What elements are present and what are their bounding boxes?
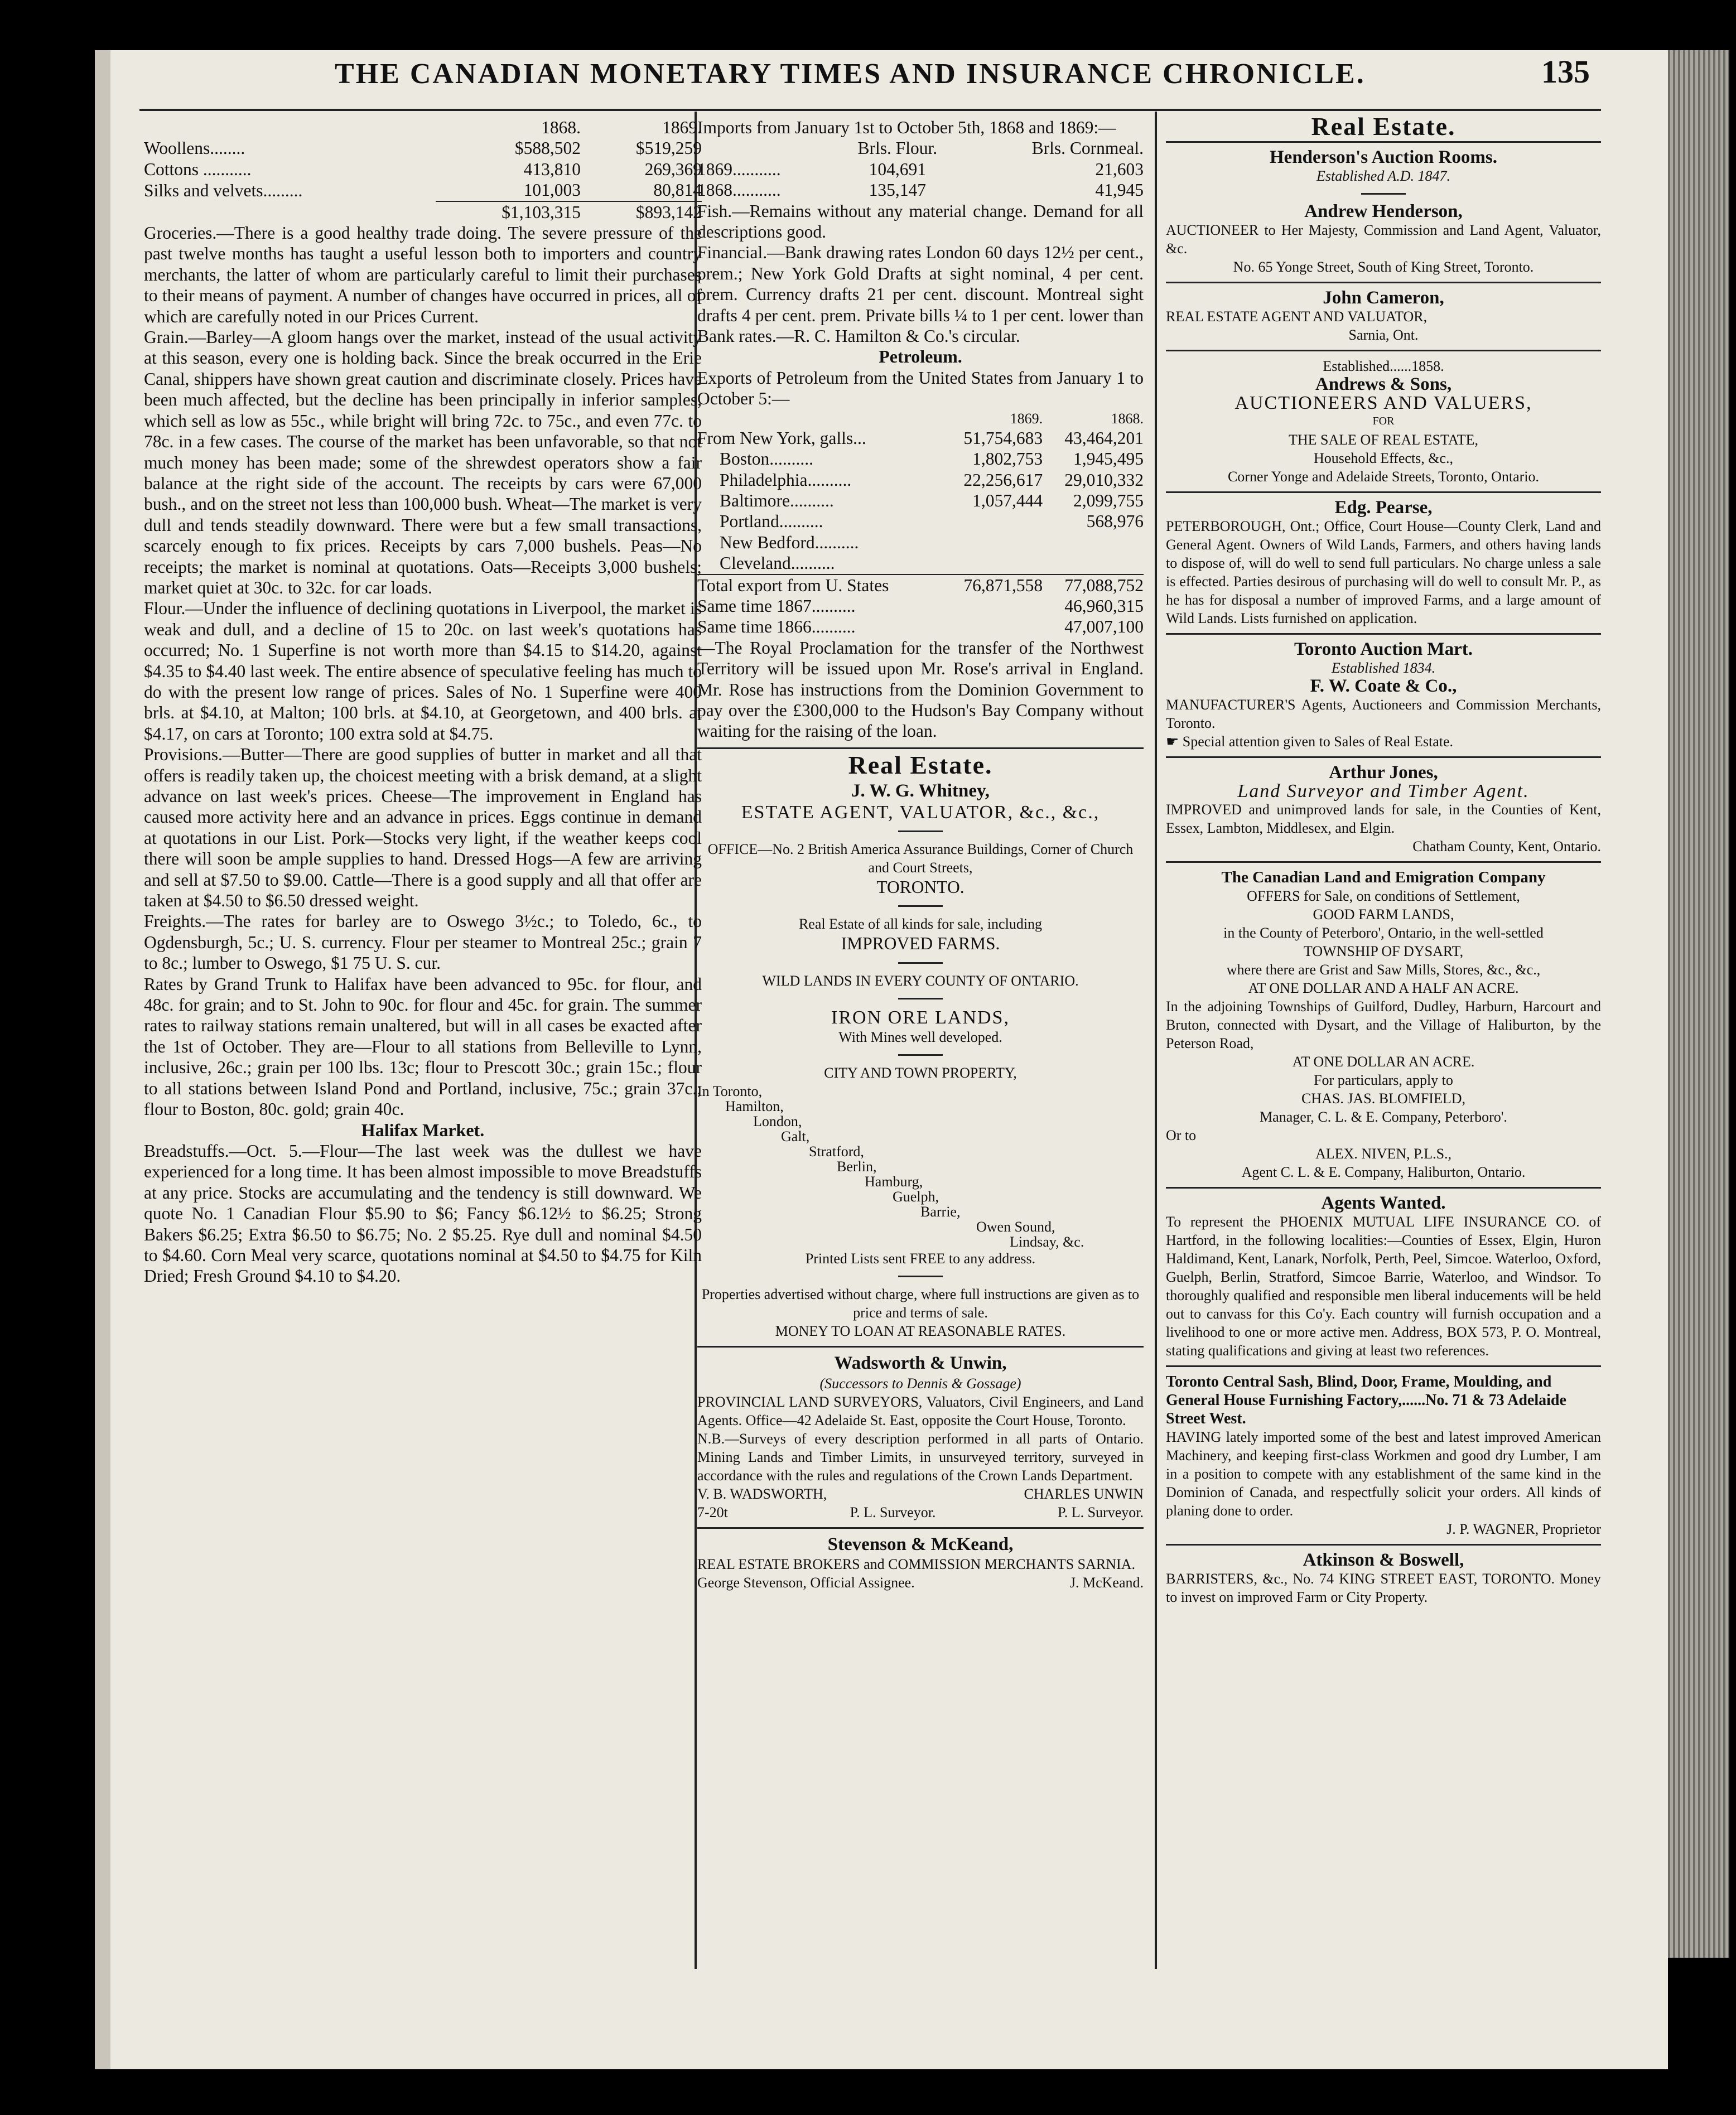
cell: 1,945,495 — [1073, 449, 1144, 469]
advert-city: TORONTO. — [876, 877, 965, 897]
advert-name: J. W. G. Whitney, — [851, 781, 990, 801]
henderson-advert — [1166, 148, 1601, 276]
advert-body: AUCTIONEER to Her Majesty, Commission and Land Agent, Valuator, &c. — [1166, 222, 1601, 257]
advert-title: Land Surveyor and Timber Agent. — [1237, 781, 1530, 801]
column-imports-and-ads — [697, 117, 1144, 1592]
rates-paragraph: Rates by Grand Trunk to Halifax have been advanced to 95c. for flour, and 48c. for grain; and to St. John to 90c. for flour and 45c. for grain. The summer rates to railway stations remain unaltered, but will in all cases be exacted after the 1st of October. They are—Flour to all stations from Belleville to Lynn, inclusive, 26c.; grain per 100 lbs. 13c; flour to Prescott 30c.; grain 15c.; flour to all stations between Island Pond and Portland, inclusive, 75c.; grain 37c.; flour to Boston, 80c. gold; grain 40c. — [144, 974, 702, 1119]
row-label: Philadelphia.......... — [720, 470, 852, 490]
advert-line: Household Effects, &c., — [1313, 450, 1454, 466]
agents-wanted-advert — [1166, 1194, 1601, 1360]
financial-paragraph: Financial.—Bank drawing rates London 60 days 12½ per cent., prem.; New York Gold Drafts at sight nominal, 4 per cent. prem. Currency drafts 21 per cent. discount. Montreal sight drafts 4 per cent. prem. Private bills ¼ to 1 per cent. lower than Bank rates.—R. C. Hamilton & Co.'s circular. — [697, 243, 1144, 346]
advert-name: John Cameron, — [1323, 288, 1444, 308]
cell: 47,007,100 — [1064, 617, 1144, 637]
advert-title: AUCTIONEERS AND VALUERS, — [1235, 393, 1532, 413]
cell — [1043, 553, 1144, 574]
table-row — [697, 616, 1144, 637]
column-header: Brls. Flour. — [857, 138, 938, 158]
advert-line: where there are Grist and Saw Mills, Stores, &c., &c., — [1226, 962, 1541, 978]
advert-body: IMPROVED and unimproved lands for sale, in the Counties of Kent, Essex, Lambton, Middlesex, and Elgin. — [1166, 801, 1601, 836]
signature: J. McKeand. — [1069, 1575, 1144, 1591]
real-estate-heading: Real Estate. — [848, 750, 993, 779]
whitney-advert — [697, 781, 1144, 1340]
table-row — [144, 138, 702, 158]
advert-body: BARRISTERS, &c., No. 74 KING STREET EAST, TORONTO. Money to invest on improved Farm or City Property. — [1166, 1571, 1601, 1605]
petroleum-heading: Petroleum. — [879, 346, 962, 367]
advert-name: Henderson's Auction Rooms. — [1270, 147, 1497, 167]
advert-line: FOR — [1372, 415, 1395, 427]
row-label: Cleveland.......... — [720, 553, 835, 573]
total-cell: $1,103,315 — [436, 201, 581, 223]
advert-name: Andrews & Sons, — [1315, 374, 1452, 394]
advert-address: No. 65 Yonge Street, South of King Street, Toronto. — [1233, 259, 1534, 275]
row-label: Cottons ........... — [144, 159, 252, 179]
freights-paragraph: Freights.—The rates for barley are to Oswego 3½c.; to Toledo, 6c., to Ogdensburgh, 5c.; U. S. currency. Flour per steamer to Montreal 25c.; grain 7 to 8c.; lumber to Oswego, $1 75 U. S. cur. — [144, 911, 702, 973]
table-total-row — [697, 574, 1144, 596]
cell — [942, 616, 1043, 637]
cell: 2,099,755 — [1073, 490, 1144, 510]
advert-title: ESTATE AGENT, VALUATOR, &c., &c., — [741, 801, 1100, 823]
row-label: Total export from U. States — [697, 574, 942, 596]
advert-line: in the County of Peterboro', Ontario, in the well-settled — [1223, 925, 1544, 941]
list-item: London, — [753, 1113, 802, 1130]
stevenson-advert — [697, 1534, 1144, 1592]
advert-line: IMPROVED FARMS. — [841, 934, 1000, 954]
city-list — [697, 1082, 1144, 1249]
advert-line: AT ONE DOLLAR AN ACRE. — [1292, 1054, 1475, 1070]
advert-name: Atkinson & Boswell, — [1303, 1550, 1464, 1570]
cell — [942, 553, 1043, 574]
proclamation-paragraph: —The Royal Proclamation for the transfer of the Northwest Territory will be issued upon Mr. Rose's arrival in England. Mr. Rose has instructions from the Dominion Government to pay over the £300,000 to the Hudson's Bay Company without waiting for the raising of the loan. — [697, 638, 1144, 741]
cell: 21,603 — [1095, 159, 1144, 179]
advert-line: THE SALE OF REAL ESTATE, — [1289, 432, 1478, 448]
advert-line: In the adjoining Townships of Guilford, Dudley, Harburn, Harcourt and Bruton, connected with Dysart, and the Village of Haliburton, by the Peterson Road, — [1166, 998, 1601, 1051]
table-row — [697, 553, 1144, 574]
halifax-paragraph: Breadstuffs.—Oct. 5.—Flour—The last week was the dullest we have experienced for a long time. It has been almost impossible to move Breadstuffs at any price. Stocks are accumulating and the tendency is still downward. We quote No. 1 Canadian Flour $5.90 to $6; Fancy $6.12½ to $6.25; Strong Bakers $6.25; Extra $6.50 to $6.75; No. 2 $5.25. Rye dull and nominal $4.50 to $4.60. Corn Meal very scarce, quotations nominal at $4.50 to $4.75 for Kiln Dried; Fresh Ground $4.10 to $4.20. — [144, 1141, 702, 1286]
dry-goods-table — [144, 117, 702, 223]
advert-name: The Canadian Land and Emigration Company — [1221, 868, 1546, 886]
signature-role: P. L. Surveyor. — [850, 1504, 936, 1520]
advert-address: Corner Yonge and Adelaide Streets, Toronto, Ontario. — [1227, 469, 1540, 485]
row-label: 1868........... — [697, 180, 781, 200]
imports-table — [697, 138, 1144, 200]
cell — [942, 511, 1043, 532]
atkinson-advert — [1166, 1551, 1601, 1606]
list-item: Galt, — [781, 1128, 810, 1145]
cell: 80,814 — [653, 180, 702, 200]
advert-name: Agents Wanted. — [1321, 1193, 1446, 1213]
sash-factory-advert — [1166, 1373, 1601, 1538]
imports-intro: Imports from January 1st to October 5th, 1868 and 1869:— — [697, 118, 1116, 137]
pearse-advert — [1166, 499, 1601, 627]
advert-note: ☛ Special attention given to Sales of Real Estate. — [1166, 733, 1454, 750]
advert-line: WILD LANDS IN EVERY COUNTY OF ONTARIO. — [762, 972, 1079, 989]
cell: 269,369 — [644, 159, 702, 179]
land-company-advert — [1166, 868, 1601, 1181]
cell — [942, 596, 1043, 616]
page-header — [335, 53, 1590, 103]
signature: V. B. WADSWORTH, — [697, 1485, 827, 1502]
advert-line: TOWNSHIP OF DYSART, — [1303, 943, 1464, 959]
cell — [1043, 532, 1144, 553]
header-rule — [139, 109, 1601, 111]
cell: 101,003 — [523, 180, 581, 200]
signature: J. P. WAGNER, Proprietor — [1446, 1521, 1601, 1537]
advert-code: 7-20t — [697, 1504, 728, 1520]
signature-role: P. L. Surveyor. — [1058, 1504, 1144, 1520]
advert-name: Wadsworth & Unwin, — [834, 1353, 1007, 1374]
table-row — [697, 511, 1144, 532]
advert-address: Chatham County, Kent, Ontario. — [1412, 838, 1601, 854]
jones-advert — [1166, 764, 1601, 856]
table-total-row — [144, 201, 702, 223]
list-item: Hamburg, — [865, 1174, 923, 1190]
advert-office: OFFICE—No. 2 British America Assurance Buildings, Corner of Church and Court Streets, — [707, 841, 1134, 876]
table-row — [697, 180, 1144, 200]
year-header: 1869. — [662, 118, 702, 137]
advert-body: REAL ESTATE AGENT AND VALUATOR, — [1166, 308, 1428, 325]
row-label: From New York, galls... — [697, 428, 866, 448]
advert-line: Printed Lists sent FREE to any address. — [805, 1250, 1036, 1267]
advert-name: F. W. Coate & Co., — [1310, 676, 1457, 696]
cell: $519,259 — [635, 138, 702, 158]
advert-name: Andrew Henderson, — [1304, 201, 1463, 221]
agent-name: CHAS. JAS. BLOMFIELD, — [1301, 1090, 1465, 1107]
advert-body: HAVING lately imported some of the best and latest improved American Machinery, and keeping first-class Workmen and good dry Lumber, I am in a position to compete with any establishment of the same kind in the Dominion of Canada, and respectfully solicit your orders. All kinds of planing done to order. — [1166, 1429, 1601, 1519]
advert-line: Established......1858. — [1323, 358, 1444, 374]
grain-paragraph: Grain.—Barley—A gloom hangs over the market, instead of the usual activity at this season, every one is holding back. Since the break occurred in the Erie Canal, shippers have shown great caution and discriminate closely. Prices have been much affected, but the decline has been principally in inferior samples, which sell as low as 55c., while bright will bring 72c. to 75c., and even 77c. to 78c. in a few cases. The course of the market has been unfavorable, so that not much money has been made; some of the shrewdest operators show a fair balance at the right side of the account. The receipts by cars were 67,000 bush., and on the street not less than 100,000 bush. Wheat—The market is very dull and tends steadily downward. There were but a few small transactions, scarcely enough to fix prices. Receipts by cars 7,000 bushels. Peas—No receipts; the market is nominal at quotations. Oats—Receipts 3,000 bushels; market quiet at 30c. to 32c. for car loads. — [144, 327, 702, 597]
table-row — [697, 159, 1144, 180]
row-label: Boston.......... — [720, 449, 814, 469]
row-label: Silks and velvets......... — [144, 180, 303, 200]
column-header: Brls. Cornmeal. — [1031, 138, 1144, 158]
list-item: Stratford, — [809, 1143, 864, 1160]
cell: 104,691 — [869, 159, 926, 179]
advert-line: Properties advertised without charge, where full instructions are given as to price and terms of sale. — [701, 1286, 1140, 1321]
advert-line: AT ONE DOLLAR AND A HALF AN ACRE. — [1248, 980, 1519, 996]
agent-role: Manager, C. L. & E. Company, Peterboro'. — [1260, 1109, 1507, 1125]
table-row — [697, 596, 1144, 616]
wadsworth-advert — [697, 1353, 1144, 1521]
column-market-report — [144, 117, 702, 1287]
auction-mart-advert — [1166, 640, 1601, 751]
fish-paragraph: Fish.—Remains without any material change. Demand for all descriptions good. — [697, 201, 1144, 242]
advert-body: To represent the PHOENIX MUTUAL LIFE INSURANCE CO. of Hartford, in the following localities:—Counties of Essex, Elgin, Huron Haldimand, Kent, Lanark, Norfolk, Perth, Peel, Simcoe. Waterloo, Oxford, Guelph, Berlin, Stratford, Simcoe Barrie, Waterloo, and Windsor. To thoroughly qualified and responsible men liberal inducements will be held out to canvass for this Co'y. Each country will furnish occupation and a livelihood to one or more active men. Address, BOX 573, P. O. Montreal, stating qualifications and giving at least two references. — [1166, 1214, 1601, 1359]
row-label: Portland.......... — [720, 511, 823, 532]
table-row — [697, 490, 1144, 511]
page-stack-edge — [1668, 50, 1729, 1958]
cell: 29,010,332 — [1064, 470, 1144, 490]
row-label: 1869........... — [697, 159, 781, 179]
advert-line: OFFERS for Sale, on conditions of Settlement, — [1247, 888, 1520, 904]
cell: 41,945 — [1095, 180, 1144, 200]
page-title: THE CANADIAN MONETARY TIMES AND INSURANCE CHRONICLE. — [335, 58, 1366, 90]
cell: 413,810 — [523, 159, 581, 179]
table-row — [697, 532, 1144, 553]
list-item: Barrie, — [920, 1204, 961, 1220]
row-label: Same time 1867.......... — [697, 596, 856, 616]
advert-line: CITY AND TOWN PROPERTY, — [824, 1065, 1017, 1081]
real-estate-heading: Real Estate. — [1311, 112, 1456, 141]
table-row — [697, 470, 1144, 490]
advert-name: Toronto Central Sash, Blind, Door, Frame, Moulding, and General House Furnishing Factory,......No. 71 & 73 Adelaide Street West. — [1166, 1373, 1566, 1427]
advert-name: Toronto Auction Mart. — [1294, 639, 1473, 659]
cameron-advert — [1166, 289, 1601, 344]
year-header: 1868. — [541, 118, 581, 137]
cell: 46,960,315 — [1064, 596, 1144, 616]
advert-line: Established A.D. 1847. — [1316, 168, 1451, 184]
page-binding-edge — [95, 50, 110, 2069]
cell: 51,754,683 — [963, 428, 1043, 448]
advert-line: For particulars, apply to — [1314, 1072, 1453, 1088]
total-cell: $893,142 — [581, 201, 702, 223]
cell: 568,976 — [1086, 511, 1144, 532]
advert-address: Sarnia, Ont. — [1348, 327, 1419, 343]
cell: 1,802,753 — [972, 449, 1043, 469]
cell: 1,057,444 — [972, 490, 1043, 510]
list-item: In Toronto, — [697, 1083, 763, 1100]
flour-paragraph: Flour.—Under the influence of declining quotations in Liverpool, the market is weak and dull, and a decline of 15 to 20c. on last week's quotations has occurred; No. 1 Superfine is not worth more than $4.15 to $14.20, against $4.35 to $4.40 last week. The entire absence of speculative feeling has much to do with the present low range of prices. Sales of No. 1 Superfine were 400 brls. at $4.10, at Malton; 100 brls. at $4.10, at Georgetown, and 400 brls. at $4.17, on cars at Toronto; 100 extra sold at $4.75. — [144, 598, 702, 743]
row-label: Woollens........ — [144, 138, 245, 158]
column-real-estate — [1166, 112, 1601, 1606]
advert-line: Or to — [1166, 1127, 1197, 1143]
agent-role: Agent C. L. & E. Company, Haliburton, Ontario. — [1241, 1164, 1526, 1180]
list-item: Lindsay, &c. — [1010, 1234, 1084, 1250]
cell: $588,502 — [514, 138, 581, 158]
cell: 76,871,558 — [942, 574, 1043, 596]
cell: 22,256,617 — [963, 470, 1043, 490]
page-number: 135 — [1541, 54, 1590, 90]
advert-name: Stevenson & McKeand, — [827, 1534, 1014, 1554]
advert-body: REAL ESTATE BROKERS and COMMISSION MERCHANTS SARNIA. — [697, 1556, 1135, 1573]
cell: 43,464,201 — [1064, 428, 1144, 448]
advert-line: MONEY TO LOAN AT REASONABLE RATES. — [775, 1323, 1066, 1340]
year-header: 1869. — [1010, 410, 1043, 427]
provisions-paragraph: Provisions.—Butter—There are good supplies of butter in market and all that offers is readily taken up, the choicest meeting with a brisk demand, at a slight advance on last week's prices. Cheese—The improvement in England has caused more activity here and an advance in prices. Eggs continue in demand at quotations in our List. Pork—Stocks very light, if the weather keeps cool there will soon be ample supplies to hand. Dressed Hogs—A few are arriving and sell at $7.50 to $9.00. Cattle—There is a good supply and all that offer are taken at $4.50 to $6.50 dressed weight. — [144, 745, 702, 911]
cell: 135,147 — [869, 180, 926, 200]
table-row — [697, 448, 1144, 469]
petroleum-table — [697, 409, 1144, 638]
andrews-advert — [1166, 357, 1601, 486]
advert-body: PETERBOROUGH, Ont.; Office, Court House—County Clerk, Land and General Agent. Owners of Wild Lands, Farmers, and others having lands to dispose of, will do well to send full particulars. No charge unless a sale is effected. Parties desirous of purchasing will do well to consult Mr. P., as he has for disposal a number of improved Farms, and a large amount of Wild Lands. Lists furnished on application. — [1166, 518, 1601, 626]
petroleum-intro: Exports of Petroleum from the United States from January 1 to October 5:— — [697, 368, 1144, 409]
table-row — [697, 428, 1144, 448]
groceries-paragraph: Groceries.—There is a good healthy trade doing. The severe pressure of the past twelve months has taught a useful lesson both to importers and country merchants, the latter of whom are particularly careful to limit their purchases to their means of payment. A number of changes have occurred in prices, all of which are carefully noted in our Prices Current. — [144, 223, 702, 326]
signature: CHARLES UNWIN — [1024, 1485, 1144, 1502]
agent-name: ALEX. NIVEN, P.L.S., — [1315, 1146, 1452, 1162]
advert-body: MANUFACTURER'S Agents, Auctioneers and Commission Merchants, Toronto. — [1166, 697, 1601, 731]
advert-name: Edg. Pearse, — [1334, 498, 1433, 518]
advert-line: Established 1834. — [1331, 660, 1436, 676]
list-item: Berlin, — [837, 1158, 877, 1175]
year-header: 1868. — [1111, 410, 1144, 427]
signature: George Stevenson, Official Assignee. — [697, 1575, 915, 1591]
row-label: New Bedford.......... — [720, 532, 859, 552]
row-label: Baltimore.......... — [720, 490, 834, 510]
list-item: Hamilton, — [725, 1098, 784, 1115]
advert-line: GOOD FARM LANDS, — [1313, 906, 1454, 923]
column-rule-2 — [1155, 112, 1157, 1969]
advert-body: N.B.—Surveys of every description performed in all parts of Ontario. Mining Lands and Timber Limits, in unsurveyed territory, surveyed in accordance with the rules and regulations of the Crown Lands Department. — [697, 1430, 1144, 1484]
advert-line: With Mines well developed. — [838, 1029, 1002, 1046]
table-row — [144, 159, 702, 180]
table-row — [144, 180, 702, 201]
list-item: Guelph, — [893, 1189, 939, 1205]
advert-line: (Successors to Dennis & Gossage) — [819, 1375, 1021, 1392]
advert-name: Arthur Jones, — [1329, 762, 1438, 783]
advert-line: IRON ORE LANDS, — [831, 1007, 1010, 1028]
advert-line: Real Estate of all kinds for sale, including — [798, 916, 1043, 933]
halifax-heading: Halifax Market. — [361, 1119, 485, 1140]
advert-body: PROVINCIAL LAND SURVEYORS, Valuators, Civil Engineers, and Land Agents. Office—42 Adelaide St. East, opposite the Court House, Toronto. — [697, 1393, 1144, 1428]
row-label: Same time 1866.......... — [697, 617, 856, 637]
list-item: Owen Sound, — [976, 1219, 1055, 1235]
cell: 77,088,752 — [1043, 574, 1144, 596]
cell — [942, 532, 1043, 553]
